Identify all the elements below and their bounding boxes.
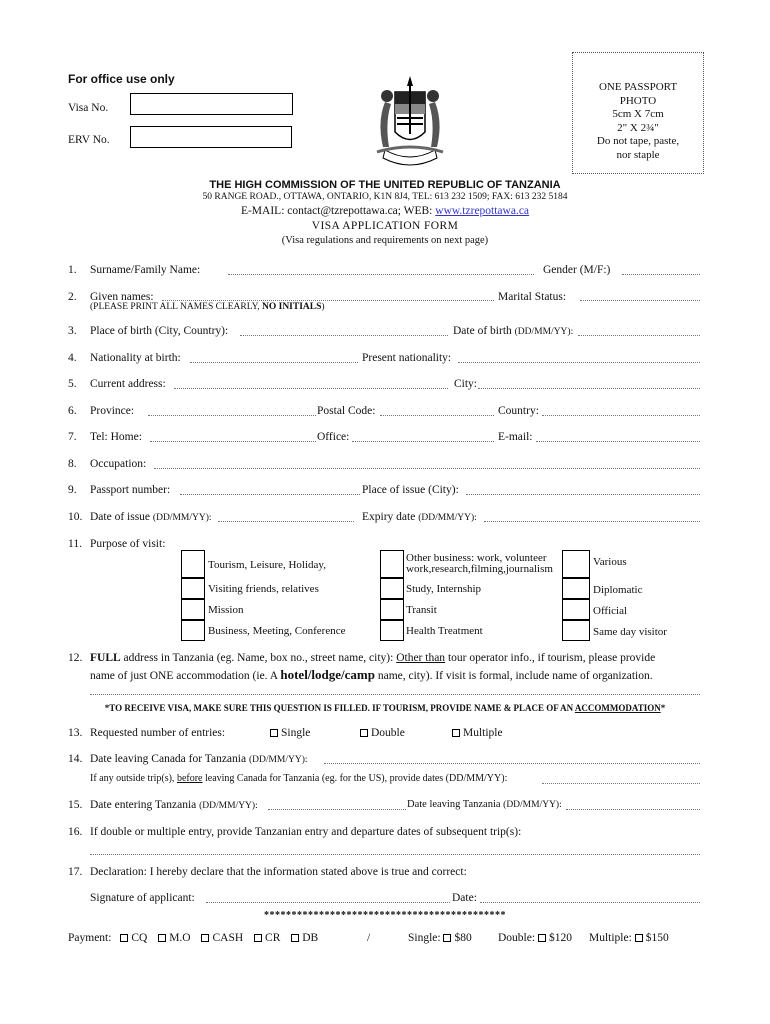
current-address-input[interactable] — [174, 388, 448, 389]
field-3-num: 3. — [68, 325, 77, 337]
single-checkbox-icon — [270, 729, 278, 737]
hotel-lodge-camp-bold: hotel/lodge/camp — [280, 667, 375, 682]
purpose-transit-label: Transit — [406, 604, 437, 616]
fee-single-price: $80 — [454, 932, 472, 944]
cash-checkbox-icon — [201, 934, 209, 942]
purpose-various-label: Various — [593, 556, 627, 568]
purpose-other-business-checkbox[interactable] — [380, 550, 404, 578]
purpose-other-business-label: Other business: work, volunteer — [406, 552, 547, 564]
place-of-birth-label: Place of birth (City, Country): — [90, 325, 229, 337]
photo-line-6: nor staple — [616, 148, 660, 161]
surname-label: Surname/Family Name: — [90, 264, 201, 276]
purpose-visiting-checkbox[interactable] — [181, 578, 205, 599]
purpose-same-day-label: Same day visitor — [593, 626, 667, 638]
cash-label: CASH — [212, 932, 244, 944]
nationality-birth-label: Nationality at birth: — [90, 352, 181, 364]
field-4-num: 4. — [68, 352, 77, 364]
purpose-health-label: Health Treatment — [406, 625, 483, 637]
address-text-b: tour operator info., if tourism, please provide — [445, 652, 656, 664]
payment-cq[interactable] — [120, 932, 147, 944]
province-input[interactable] — [148, 415, 316, 416]
city-input[interactable] — [478, 388, 700, 389]
subsequent-trips-label: If double or multiple entry, provide Tanzanian entry and departure dates of subsequent trip(s): — [90, 826, 522, 838]
email-text: E-MAIL: contact@tzrepottawa.ca; WEB: — [240, 205, 436, 217]
field-17-num: 17. — [68, 866, 83, 878]
erv-no-label: ERV No. — [68, 134, 110, 146]
before-underline: before — [176, 773, 203, 784]
dob-input[interactable] — [578, 335, 700, 336]
photo-line-4: 2" X 2¾" — [617, 121, 659, 134]
purpose-diplomatic-label: Diplomatic — [593, 584, 643, 596]
photo-line-2: PHOTO — [619, 94, 657, 107]
outside-trips-label — [90, 773, 507, 784]
country-label: Country: — [498, 405, 539, 417]
purpose-tourism-checkbox[interactable] — [181, 550, 205, 578]
accommodation-text-b: name, city). If visit is formal, include name of organization. — [374, 670, 653, 682]
purpose-health-checkbox[interactable] — [380, 620, 404, 641]
field-6-num: 6. — [68, 405, 77, 417]
field-7-num: 7. — [68, 431, 77, 443]
purpose-various-checkbox[interactable] — [562, 550, 590, 578]
payment-label: Payment: — [68, 932, 112, 944]
double-checkbox-icon — [360, 729, 368, 737]
purpose-other-business-label-2: work,research,filming,journalism — [406, 563, 553, 575]
email-input[interactable] — [536, 441, 700, 442]
visa-no-label: Visa No. — [68, 102, 109, 114]
erv-no-input[interactable] — [130, 126, 292, 148]
fee-multiple[interactable] — [589, 932, 669, 944]
names-note-b: NO INITIALS — [262, 302, 322, 312]
field-16-num: 16. — [68, 826, 83, 838]
multiple-label: Multiple — [463, 727, 503, 739]
fee-multiple-label: Multiple: — [589, 932, 632, 944]
cq-checkbox-icon — [120, 934, 128, 942]
double-label: Double — [371, 727, 405, 739]
occupation-label: Occupation: — [90, 458, 147, 470]
commission-title: THE HIGH COMMISSION OF THE UNITED REPUBLIC OF TANZANIA — [209, 179, 561, 191]
names-note — [90, 302, 325, 312]
fee-single-label: Single: — [408, 932, 441, 944]
warning-underline: ACCOMMODATION — [574, 703, 661, 713]
country-input[interactable] — [542, 415, 700, 416]
fee-double-checkbox-icon — [538, 934, 546, 942]
occupation-input[interactable] — [154, 468, 700, 469]
surname-input[interactable] — [228, 274, 534, 275]
tanzania-address-label — [90, 652, 655, 664]
accommodation-text-a: name of just ONE accommodation (ie. A — [90, 670, 281, 682]
payment-db[interactable] — [291, 932, 318, 944]
other-than-underline: Other than — [396, 652, 446, 664]
fee-double-label: Double: — [498, 932, 536, 944]
date-leaving-canada-text: Date leaving Canada for Tanzania — [90, 753, 247, 765]
field-5-num: 5. — [68, 378, 77, 390]
fee-single[interactable] — [408, 932, 472, 944]
entries-label: Requested number of entries: — [90, 727, 226, 739]
outside-trips-input[interactable] — [542, 783, 700, 784]
gender-label: Gender (M/F:) — [543, 264, 611, 276]
date-of-issue-format: (DD/MM/YY): — [152, 513, 212, 523]
field-15-num: 15. — [68, 799, 83, 811]
purpose-visiting-label: Visiting friends, relatives — [208, 583, 319, 595]
photo-line-1: ONE PASSPORT — [598, 81, 678, 93]
contact-line — [0, 205, 770, 217]
purpose-tourism-label: Tourism, Leisure, Holiday, — [208, 559, 326, 571]
date-leaving-tanzania-label — [407, 799, 562, 810]
fee-multiple-checkbox-icon — [635, 934, 643, 942]
purpose-business-checkbox[interactable] — [181, 620, 205, 641]
signature-label: Signature of applicant: — [90, 892, 195, 904]
date-entering-text: Date entering Tanzania — [90, 799, 197, 811]
fee-single-checkbox-icon — [443, 934, 451, 942]
date-leaving-canada-format: (DD/MM/YY): — [248, 755, 308, 765]
db-label: DB — [302, 932, 319, 944]
purpose-same-day-checkbox[interactable] — [562, 620, 590, 641]
mo-label: M.O — [169, 932, 191, 944]
form-subtitle: (Visa regulations and requirements on next page) — [281, 235, 489, 246]
purpose-transit-checkbox[interactable] — [380, 599, 404, 620]
office-label: Office: — [317, 431, 350, 443]
payment-separator: / — [367, 932, 371, 944]
place-of-issue-input[interactable] — [466, 494, 700, 495]
postal-code-input[interactable] — [380, 415, 494, 416]
purpose-study-checkbox[interactable] — [380, 578, 404, 599]
date-entering-label — [90, 799, 258, 811]
photo-line-5: Do not tape, paste, — [596, 135, 680, 147]
db-checkbox-icon — [291, 934, 299, 942]
field-12-num: 12. — [68, 652, 83, 664]
form-title: VISA APPLICATION FORM — [311, 220, 459, 232]
fee-double[interactable] — [498, 932, 572, 944]
mo-checkbox-icon — [158, 934, 166, 942]
passport-number-input[interactable] — [180, 494, 360, 495]
date-entering-input[interactable] — [268, 809, 406, 810]
outside-trips-text-a: If any outside trip(s), — [90, 773, 177, 784]
province-label: Province: — [90, 405, 135, 417]
accommodation-instructions — [90, 667, 653, 683]
tanzania-address-input[interactable] — [90, 694, 700, 695]
field-1-num: 1. — [68, 264, 77, 276]
tel-home-label: Tel: Home: — [90, 431, 142, 443]
date-of-issue-text: Date of issue — [90, 511, 151, 523]
field-13-num: 13. — [68, 727, 83, 739]
entries-double-option[interactable] — [360, 727, 405, 739]
signature-input[interactable] — [206, 902, 450, 903]
gender-input[interactable] — [622, 274, 700, 275]
website-link[interactable]: www.tzrepottawa.ca — [435, 205, 530, 217]
declaration-date-input[interactable] — [480, 902, 700, 903]
cr-label: CR — [265, 932, 281, 944]
warning-text-a: *TO RECEIVE VISA, MAKE SURE THIS QUESTION IS FILLED. IF TOURISM, PROVIDE NAME & PLACE OF AN — [104, 703, 575, 713]
expiry-date-label — [362, 511, 477, 523]
purpose-official-checkbox[interactable] — [562, 599, 590, 620]
date-leaving-tanzania-format: (DD/MM/YY): — [503, 800, 562, 810]
place-of-issue-label: Place of issue (City): — [362, 484, 459, 496]
office-use-heading: For office use only — [68, 72, 175, 86]
field-2-num: 2. — [68, 291, 77, 303]
dob-text: Date of birth — [453, 325, 512, 337]
date-entering-format: (DD/MM/YY): — [199, 801, 258, 811]
multiple-checkbox-icon — [452, 729, 460, 737]
payment-cash[interactable] — [201, 932, 243, 944]
passport-photo-box — [572, 52, 704, 174]
field-8-num: 8. — [68, 458, 77, 470]
fee-double-price: $120 — [548, 932, 572, 944]
current-address-label: Current address: — [90, 378, 166, 390]
payment-mo[interactable] — [158, 932, 190, 944]
present-nationality-label: Present nationality: — [362, 352, 452, 364]
date-of-issue-input[interactable] — [218, 521, 354, 522]
entries-multiple-option[interactable] — [452, 727, 503, 739]
coat-of-arms-emblem — [355, 72, 465, 174]
dob-format: (DD/MM/YY): — [514, 327, 574, 337]
date-leaving-canada-label — [90, 753, 308, 765]
expiry-date-input[interactable] — [484, 521, 700, 522]
purpose-mission-checkbox[interactable] — [181, 599, 205, 620]
field-10-num: 10. — [68, 511, 83, 523]
photo-line-3: 5cm X 7cm — [612, 108, 664, 120]
entries-single-option[interactable] — [270, 727, 310, 739]
stars-divider: ******************************************** — [264, 910, 506, 921]
purpose-business-label: Business, Meeting, Conference — [208, 625, 346, 637]
purpose-mission-label: Mission — [208, 604, 244, 616]
email-label: E-mail: — [498, 431, 533, 443]
marital-status-input[interactable] — [580, 300, 700, 301]
given-names-label: Given names: — [90, 291, 154, 303]
full-bold: FULL — [90, 652, 121, 664]
warning-text-b: * — [660, 703, 666, 713]
purpose-study-label: Study, Internship — [406, 583, 482, 595]
city-label: City: — [454, 378, 478, 390]
single-label: Single — [281, 727, 311, 739]
cr-checkbox-icon — [254, 934, 262, 942]
field-9-num: 9. — [68, 484, 77, 496]
commission-address: 50 RANGE ROAD., OTTAWA, ONTARIO, K1N 8J4, TEL: 613 232 1509; FAX: 613 232 5184 — [202, 192, 568, 202]
names-note-a: (PLEASE PRINT ALL NAMES CLEARLY, — [90, 302, 262, 312]
visa-no-input[interactable] — [130, 93, 293, 115]
postal-code-label: Postal Code: — [317, 405, 376, 417]
purpose-diplomatic-checkbox[interactable] — [562, 578, 590, 599]
payment-cr[interactable] — [254, 932, 280, 944]
dob-label — [453, 325, 573, 337]
accommodation-warning — [0, 703, 770, 713]
marital-status-label: Marital Status: — [498, 291, 567, 303]
declaration-date-label: Date: — [452, 892, 477, 904]
date-leaving-canada-input[interactable] — [324, 763, 700, 764]
expiry-date-format: (DD/MM/YY): — [418, 513, 477, 523]
purpose-label: Purpose of visit: — [90, 538, 166, 550]
address-text-a: address in Tanzania (eg. Name, box no., street name, city): — [120, 652, 397, 664]
expiry-date-text: Expiry date — [362, 511, 416, 523]
present-nationality-input[interactable] — [458, 362, 700, 363]
names-note-c: ) — [321, 302, 325, 312]
nationality-birth-input[interactable] — [190, 362, 358, 363]
field-14-num: 14. — [68, 753, 83, 765]
place-of-birth-input[interactable] — [240, 335, 448, 336]
declaration-label: Declaration: I hereby declare that the information stated above is true and correct: — [90, 866, 467, 878]
field-11-num: 11. — [68, 538, 82, 550]
date-of-issue-label — [90, 511, 212, 523]
passport-number-label: Passport number: — [90, 484, 171, 496]
purpose-official-label: Official — [593, 605, 628, 617]
outside-trips-text-b: leaving Canada for Tanzania (eg. for the US), provide dates (DD/MM/YY): — [202, 773, 508, 784]
payment-row — [68, 932, 318, 944]
date-leaving-tanzania-input[interactable] — [566, 809, 700, 810]
tel-home-input[interactable] — [150, 441, 316, 442]
fee-multiple-price: $150 — [645, 932, 669, 944]
office-input[interactable] — [352, 441, 494, 442]
subsequent-trips-input[interactable] — [90, 854, 700, 855]
date-leaving-tanzania-text: Date leaving Tanzania — [407, 799, 501, 810]
cq-label: CQ — [131, 932, 148, 944]
given-names-input[interactable] — [162, 300, 494, 301]
